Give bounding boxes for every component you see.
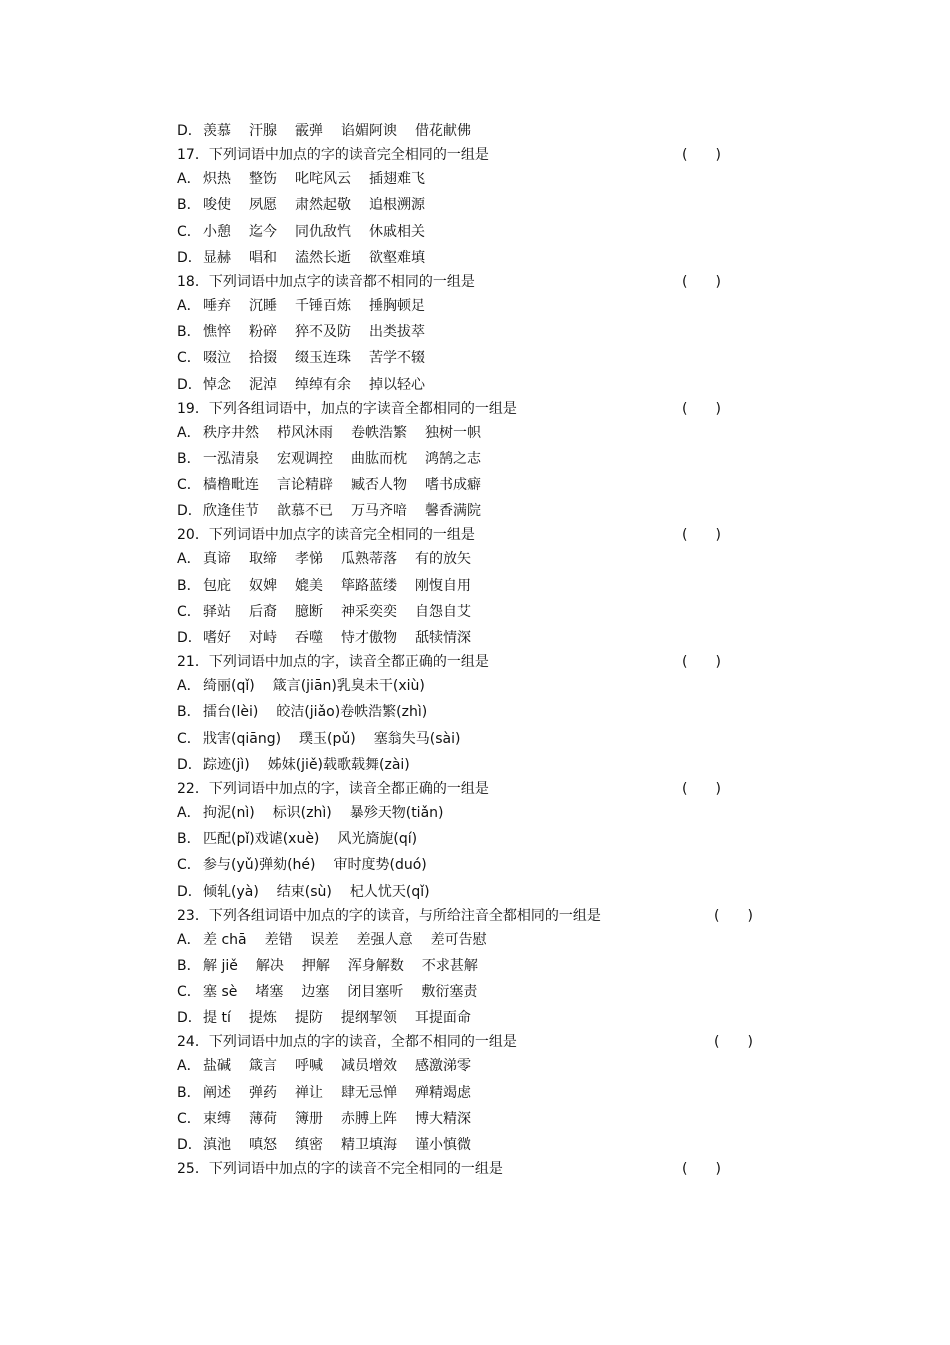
option-term: 谨小慎微 xyxy=(415,1137,471,1153)
option-term: 舐犊情深 xyxy=(415,630,471,646)
answer-option xyxy=(177,372,777,398)
option-term: 审时度势(duó) xyxy=(333,857,427,874)
option-term: 神采奕奕 xyxy=(341,603,397,620)
option-term: 箴言(jiān)乳臭未干(xiù) xyxy=(272,678,425,695)
question-text: 24．下列词语中加点的字的读音，全都不相同的一组是 xyxy=(177,1034,517,1051)
option-term: 孝悌 xyxy=(295,551,323,568)
option-term: 鸿鹄之志 xyxy=(425,450,481,467)
answer-option xyxy=(177,673,777,699)
option-term: 媲美 xyxy=(295,577,323,594)
option-term: 精卫填海 xyxy=(341,1137,397,1153)
option-term: 言论精辟 xyxy=(277,477,333,494)
question-text: 17．下列词语中加点的字的读音完全相同的一组是 xyxy=(177,147,489,164)
option-term: 整饬 xyxy=(249,171,277,188)
option-term: 束缚 xyxy=(203,1110,231,1127)
option-term: 炽热 xyxy=(203,171,231,188)
option-term: 筚路蓝缕 xyxy=(341,577,397,594)
option-term: 匹配(pǐ)戏谑(xuè) xyxy=(203,831,320,848)
option-term: 差可告慰 xyxy=(430,931,487,948)
option-term: 欣逢佳节 xyxy=(203,503,259,520)
answer-option xyxy=(177,852,777,878)
answer-option xyxy=(177,420,777,446)
option-label: D． xyxy=(177,1137,202,1153)
option-label: B． xyxy=(177,704,201,721)
option-term: 休戚相关 xyxy=(369,223,425,240)
answer-option xyxy=(177,800,777,826)
option-term: 唱和 xyxy=(249,249,277,266)
answer-option xyxy=(177,1053,777,1079)
answer-option xyxy=(177,319,777,345)
answer-blank: ( ) xyxy=(682,1161,721,1178)
option-label: C． xyxy=(177,984,201,1001)
option-term: 馨香满院 xyxy=(425,503,481,520)
option-term: 参与(yǔ)弹劾(hé) xyxy=(203,857,316,874)
option-term: 缀玉连珠 xyxy=(295,350,351,367)
option-term: 对峙 xyxy=(249,630,277,646)
option-label: D． xyxy=(177,630,202,646)
answer-blank: ( ) xyxy=(682,654,721,671)
answer-blank: ( ) xyxy=(682,780,721,797)
question-title xyxy=(177,778,777,800)
option-term: 滇池 xyxy=(203,1137,231,1153)
question-title xyxy=(177,905,777,927)
option-term: 显赫 xyxy=(203,249,231,266)
option-term: 自怨自艾 xyxy=(415,603,471,620)
question-title xyxy=(177,1031,777,1053)
answer-blank: ( ) xyxy=(682,527,721,544)
option-term: 不求甚解 xyxy=(421,957,478,974)
option-label: B． xyxy=(177,1084,201,1101)
option-label: B． xyxy=(177,324,201,341)
option-label: B． xyxy=(177,577,201,594)
option-term: 禅让 xyxy=(295,1084,323,1101)
option-term: 栉风沐雨 xyxy=(277,424,333,441)
option-term: 弹药 xyxy=(249,1084,277,1101)
option-term: 苦学不辍 xyxy=(369,350,425,367)
option-term: 臆断 xyxy=(295,603,323,620)
option-term: 暴殄天物(tiǎn) xyxy=(349,804,444,821)
option-term: 借花献佛 xyxy=(415,123,471,139)
option-term: 憔悴 xyxy=(203,324,231,341)
option-label: D． xyxy=(177,503,202,520)
option-term: 拾掇 xyxy=(249,350,277,367)
answer-option xyxy=(177,446,777,472)
question-text: 25．下列词语中加点的字的读音不完全相同的一组是 xyxy=(177,1161,503,1178)
option-term: 秩序井然 xyxy=(203,424,259,441)
option-term: 解决 xyxy=(255,957,284,974)
option-label: C． xyxy=(177,857,201,874)
option-label: B． xyxy=(177,197,201,214)
answer-option xyxy=(177,573,777,599)
option-term: 嗔怒 xyxy=(249,1137,277,1153)
question-title xyxy=(177,524,777,546)
option-term: 塞翁失马(sài) xyxy=(373,730,461,747)
option-label: C． xyxy=(177,1110,201,1127)
option-term: 押解 xyxy=(301,957,330,974)
option-term: 羡慕 xyxy=(203,123,231,139)
answer-option xyxy=(177,245,777,271)
option-term: 提 tí xyxy=(203,1010,231,1027)
option-term: 肆无忌惮 xyxy=(341,1084,397,1101)
option-term: 解 jiě xyxy=(203,957,238,974)
option-term: 差 chā xyxy=(203,931,247,948)
option-term: 减员增效 xyxy=(341,1058,397,1075)
question-title xyxy=(177,144,777,166)
answer-option xyxy=(177,599,777,625)
option-term: 杞人忧天(qǐ) xyxy=(349,883,430,900)
option-term: 悼念 xyxy=(203,376,231,393)
option-term: 边塞 xyxy=(301,984,330,1001)
option-term: 倾轧(yà) xyxy=(203,883,259,900)
question-text: 23．下列各组词语中加点的字的读音，与所给注音全都相同的一组是 xyxy=(177,907,601,924)
option-label: B． xyxy=(177,450,201,467)
question-text: 21．下列词语中加点的字，读音全都正确的一组是 xyxy=(177,654,489,671)
option-label: A． xyxy=(177,931,201,948)
option-label: A． xyxy=(177,1058,201,1075)
option-label: B． xyxy=(177,831,201,848)
answer-option xyxy=(177,192,777,218)
option-term: 独树一帜 xyxy=(425,424,481,441)
answer-option xyxy=(177,1005,777,1031)
answer-option xyxy=(177,546,777,572)
answer-option xyxy=(177,498,777,524)
option-term: 赤膊上阵 xyxy=(341,1110,397,1127)
option-label: C． xyxy=(177,350,201,367)
option-term: 取缔 xyxy=(249,551,277,568)
option-term: 霰弹 xyxy=(295,123,323,139)
option-term: 嗜好 xyxy=(203,630,231,646)
option-term: 小憩 xyxy=(203,223,231,240)
option-term: 奴婢 xyxy=(249,577,277,594)
option-term: 风光旖旎(qí) xyxy=(337,831,418,848)
answer-blank: ( ) xyxy=(682,400,721,417)
option-term: 擂台(lèi) xyxy=(203,704,259,721)
option-term: 阐述 xyxy=(203,1084,231,1101)
answer-option xyxy=(177,752,777,778)
option-term: 欲壑难填 xyxy=(369,249,425,266)
answer-option xyxy=(177,979,777,1005)
option-term: 千锤百炼 xyxy=(295,297,351,314)
question-title xyxy=(177,271,777,293)
question-title xyxy=(177,651,777,673)
option-term: 塞 sè xyxy=(203,984,238,1001)
answer-option xyxy=(177,1132,777,1158)
question-text: 19．下列各组词语中，加点的字读音全都相同的一组是 xyxy=(177,400,517,417)
option-term: 提纲挈领 xyxy=(340,1010,397,1027)
answer-blank: ( ) xyxy=(682,273,721,290)
option-label: A． xyxy=(177,678,201,695)
option-label: A． xyxy=(177,424,201,441)
answer-blank: ( ) xyxy=(714,1034,753,1051)
option-label: D． xyxy=(177,1010,202,1027)
option-term: 姊妹(jiě)载歌载舞(zài) xyxy=(267,756,410,773)
answer-option xyxy=(177,293,777,319)
option-label: C． xyxy=(177,223,201,240)
option-label: C． xyxy=(177,603,201,620)
option-term: 瓜熟蒂落 xyxy=(341,551,397,568)
answer-option xyxy=(177,826,777,852)
option-term: 粉碎 xyxy=(249,324,277,341)
option-term: 标识(zhì) xyxy=(272,804,332,821)
option-term: 唆使 xyxy=(203,197,231,214)
option-term: 绮丽(qǐ) xyxy=(203,678,255,695)
answer-option xyxy=(177,472,777,498)
answer-option xyxy=(177,1080,777,1106)
option-term: 薄荷 xyxy=(249,1110,277,1127)
option-term: 拘泥(nì) xyxy=(203,804,255,821)
option-term: 结束(sù) xyxy=(276,883,332,900)
option-term: 感激涕零 xyxy=(415,1058,471,1075)
option-term: 恃才傲物 xyxy=(341,630,397,646)
option-term: 戕害(qiāng) xyxy=(203,730,282,747)
option-term: 曲肱而枕 xyxy=(351,450,407,467)
option-term: 肃然起敬 xyxy=(295,197,351,214)
question-text: 18．下列词语中加点字的读音都不相同的一组是 xyxy=(177,273,475,290)
option-term: 敷衍塞责 xyxy=(421,984,478,1001)
option-label: D． xyxy=(177,249,202,266)
answer-option xyxy=(177,1106,777,1132)
option-term: 沉睡 xyxy=(249,297,277,314)
question-text: 22．下列词语中加点的字，读音全都正确的一组是 xyxy=(177,780,489,797)
option-term: 有的放矢 xyxy=(415,551,471,568)
option-term: 同仇敌忾 xyxy=(295,223,351,240)
answer-blank: ( ) xyxy=(714,907,753,924)
option-term: 追根溯源 xyxy=(369,197,425,214)
option-term: 溘然长逝 xyxy=(295,249,351,266)
option-term: 真谛 xyxy=(203,551,231,568)
option-term: 殚精竭虑 xyxy=(415,1084,471,1101)
question-title xyxy=(177,1158,777,1180)
option-term: 差强人意 xyxy=(356,931,413,948)
option-term: 捶胸顿足 xyxy=(369,297,425,314)
option-term: 刚愎自用 xyxy=(415,577,471,594)
option-term: 缜密 xyxy=(295,1137,323,1153)
question-text: 20．下列词语中加点字的读音完全相同的一组是 xyxy=(177,527,475,544)
option-term: 歆慕不已 xyxy=(277,503,333,520)
option-term: 猝不及防 xyxy=(295,324,351,341)
option-term: 盐碱 xyxy=(203,1058,231,1075)
option-term: 谄媚阿谀 xyxy=(341,123,397,139)
option-term: 堵塞 xyxy=(255,984,284,1001)
option-term: 耳提面命 xyxy=(414,1010,471,1027)
option-term: 一泓清泉 xyxy=(203,450,259,467)
option-term: 臧否人物 xyxy=(351,477,407,494)
option-term: 差错 xyxy=(264,931,293,948)
answer-option xyxy=(177,953,777,979)
option-term: 皎洁(jiǎo)卷帙浩繁(zhì) xyxy=(276,704,428,721)
option-term: 绰绰有余 xyxy=(295,376,351,393)
option-term: 包庇 xyxy=(203,577,231,594)
option-label: B． xyxy=(177,957,201,974)
option-term: 卷帙浩繁 xyxy=(351,424,407,441)
option-term: 插翅难飞 xyxy=(369,171,425,188)
option-label: A． xyxy=(177,171,201,188)
option-term: 掉以轻心 xyxy=(369,376,425,393)
question-list xyxy=(177,118,777,1180)
option-term: 泥淖 xyxy=(249,376,277,393)
option-term: 博大精深 xyxy=(415,1110,471,1127)
option-label: D． xyxy=(177,123,202,139)
option-term: 误差 xyxy=(310,931,339,948)
option-term: 簿册 xyxy=(295,1110,323,1127)
option-term: 叱咤风云 xyxy=(295,171,351,188)
option-term: 夙愿 xyxy=(249,197,277,214)
answer-option xyxy=(177,219,777,245)
answer-option xyxy=(177,726,777,752)
option-label: A． xyxy=(177,551,201,568)
option-term: 提防 xyxy=(294,1010,323,1027)
option-term: 闭目塞听 xyxy=(347,984,404,1001)
answer-option xyxy=(177,699,777,725)
option-label: D． xyxy=(177,756,202,773)
question-title xyxy=(177,398,777,420)
option-term: 唾弃 xyxy=(203,297,231,314)
answer-option xyxy=(177,166,777,192)
answer-option xyxy=(177,118,777,144)
option-term: 璞玉(pǔ) xyxy=(299,730,356,747)
option-label: C． xyxy=(177,730,201,747)
option-term: 驿站 xyxy=(203,603,231,620)
option-term: 啜泣 xyxy=(203,350,231,367)
option-term: 踪迹(jì) xyxy=(203,756,250,773)
option-term: 汗腺 xyxy=(249,123,277,139)
option-term: 呼喊 xyxy=(295,1058,323,1075)
option-label: A． xyxy=(177,804,201,821)
option-term: 浑身解数 xyxy=(347,957,404,974)
option-term: 樯橹毗连 xyxy=(203,477,259,494)
option-term: 宏观调控 xyxy=(277,450,333,467)
option-label: D． xyxy=(177,883,202,900)
answer-option xyxy=(177,345,777,371)
option-label: C． xyxy=(177,477,201,494)
option-term: 后裔 xyxy=(249,603,277,620)
option-term: 提炼 xyxy=(248,1010,277,1027)
option-term: 箴言 xyxy=(249,1058,277,1075)
option-term: 嗜书成癖 xyxy=(425,477,481,494)
option-term: 出类拔萃 xyxy=(369,324,425,341)
option-term: 万马齐喑 xyxy=(351,503,407,520)
answer-option xyxy=(177,625,777,651)
option-label: D． xyxy=(177,376,202,393)
option-label: A． xyxy=(177,297,201,314)
answer-option xyxy=(177,927,777,953)
answer-option xyxy=(177,879,777,905)
option-term: 迄今 xyxy=(249,223,277,240)
option-term: 吞噬 xyxy=(295,630,323,646)
answer-blank: ( ) xyxy=(682,147,721,164)
